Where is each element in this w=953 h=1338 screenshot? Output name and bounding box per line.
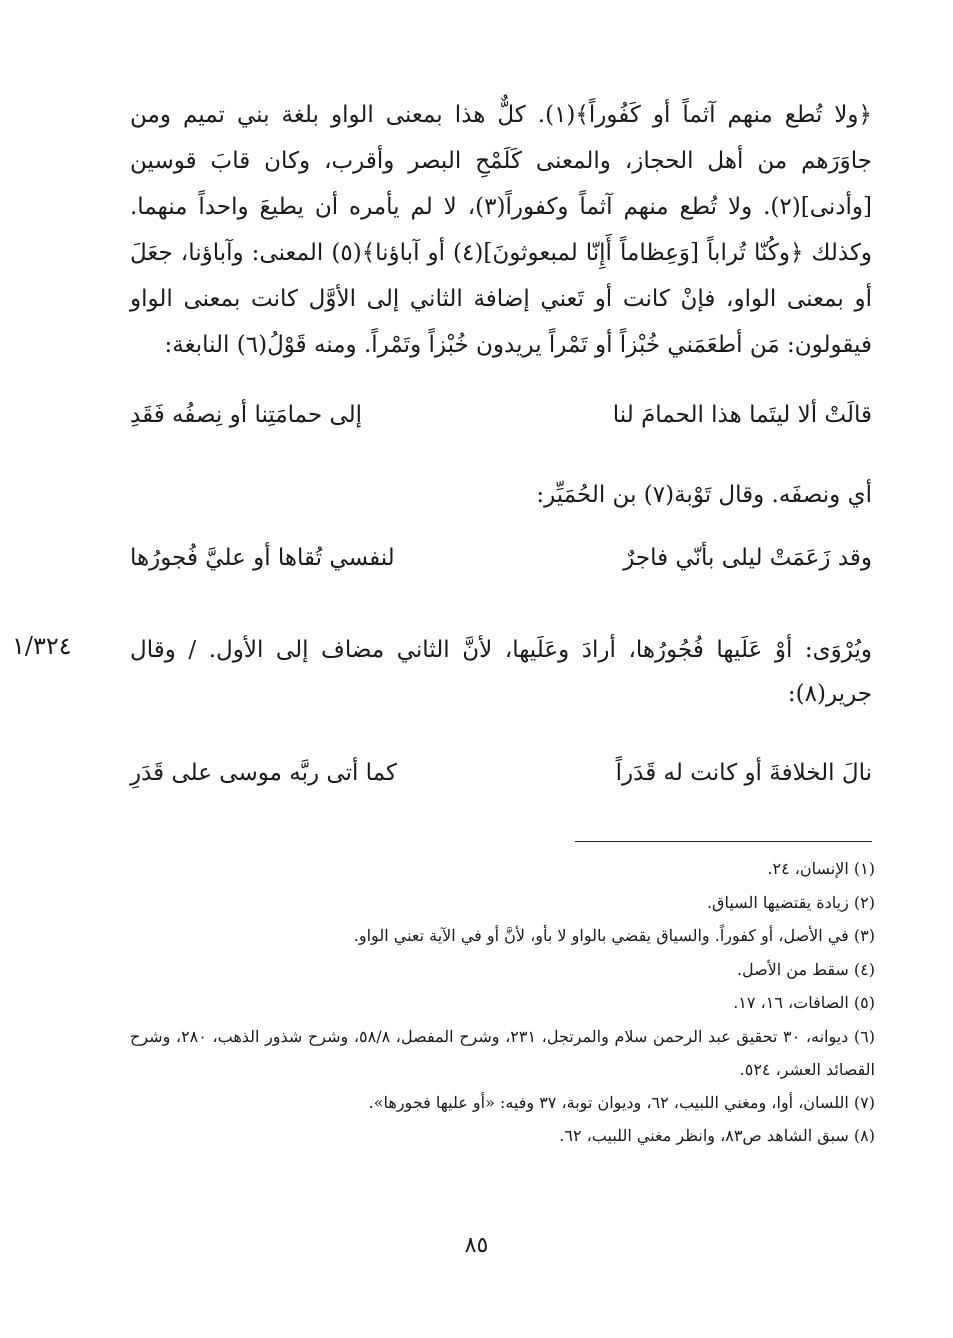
verse-3-first-hemistich: نالَ الخلافةَ أو كانت له قَدَراً xyxy=(615,760,872,786)
footnote-separator xyxy=(575,841,872,842)
footnote: (٣) في الأصل، أو كفوراً. والسياق يقضي بالواو لا بأو، لأنَّ أو في الآية تعني الواو. xyxy=(353,926,875,945)
verse-1-first-hemistich: قالَتْ ألا ليتَما هذا الحمامَ لنا xyxy=(612,402,872,428)
margin-page-reference: ١/٣٢٤ xyxy=(12,632,72,660)
footnote: (٥) الصافات، ١٦، ١٧. xyxy=(733,993,875,1012)
paragraph-1: ﴿ولا تُطع منهم آثماً أو كَفُوراً﴾(١). كلٌّ هذا بمعنى الواو بلغة بني تميم ومن جاوَرَهم من أهل الحجاز، والمعنى كَلَمْحِ البصر وأقرب، وكان قابَ قوسين [وأدنى](٢). ولا تُطع منهم آثماً وكفوراً(٣)، لا لم يأمره أن يطيعَ واحداً منهما. وكذلك ﴿وكُنّا تُراباً [وَعِظاماً أَإِنّا لمبعوثونَ](٤) أو آباؤنا﴾(٥) المعنى: وآباؤنا، جعَلَ أو بمعنى الواو، فإنْ كانت أو تَعني إضافة الثاني إلى الأوَّل كانت بمعنى الواو فيقولون: مَن أطعَمَني خُبْزاً أو تَمْراً يريدون خُبْزاً وتَمْراً. ومنه قَوْلُ(٦) النابغة: xyxy=(130,102,873,358)
verse-2-second-hemistich: لنفسي تُقاها أو عليَّ فُجورُها xyxy=(130,545,395,571)
footnote: (٦) ديوانه، ٣٠ تحقيق عبد الرحمن سلام والمرتجل، ٢٣١، وشرح المفصل، ٥٨/٨، وشرح شذور الذهب، ٢٨٠، وشرح القصائد العشر، ٥٢٤. xyxy=(130,1026,875,1079)
main-paragraph xyxy=(130,92,872,368)
verse-1 xyxy=(130,402,872,428)
verse-3-second-hemistich: كما أتى ربَّه موسى على قَدَرِ xyxy=(130,760,397,786)
verse-2-first-hemistich: وقد زَعَمَتْ ليلى بأنّي فاجرٌ xyxy=(623,545,872,571)
footnote: (٢) زيادة يقتضيها السياق. xyxy=(706,892,875,912)
verse-1-explanation: أي ونصفَه. وقال تَوْبة(٧) بن الحُمَيِّر: xyxy=(536,482,872,508)
verse-3 xyxy=(130,760,872,786)
page-number: ٨٥ xyxy=(464,1233,489,1258)
paragraph-2-block xyxy=(130,628,872,716)
footnote: (٧) اللسان، أوا، ومغني اللبيب، ٦٢، وديوان توبة، ٣٧ وفيه: «أو عليها فجورها». xyxy=(368,1092,875,1112)
verse-2 xyxy=(130,545,872,571)
footnote: (٤) سقط من الأصل. xyxy=(736,959,875,979)
footnote: (١) الإنسان، ٢٤. xyxy=(767,859,875,878)
paragraph-2: ويُرْوَى: أوْ عَلَيها فُجُورُها، أرادَ وعَلَيها، لأنَّ الثاني مضاف إلى الأول. / وقال جرير(٨): xyxy=(130,637,872,707)
footnotes-list xyxy=(130,852,875,1153)
footnote: (٨) سبق الشاهد ص٨٣، وانظر مغني اللبيب، ٦٢. xyxy=(559,1126,875,1145)
verse-1-second-hemistich: إلى حمامَتِنا أو نِصفُه فَقَدِ xyxy=(130,402,363,428)
